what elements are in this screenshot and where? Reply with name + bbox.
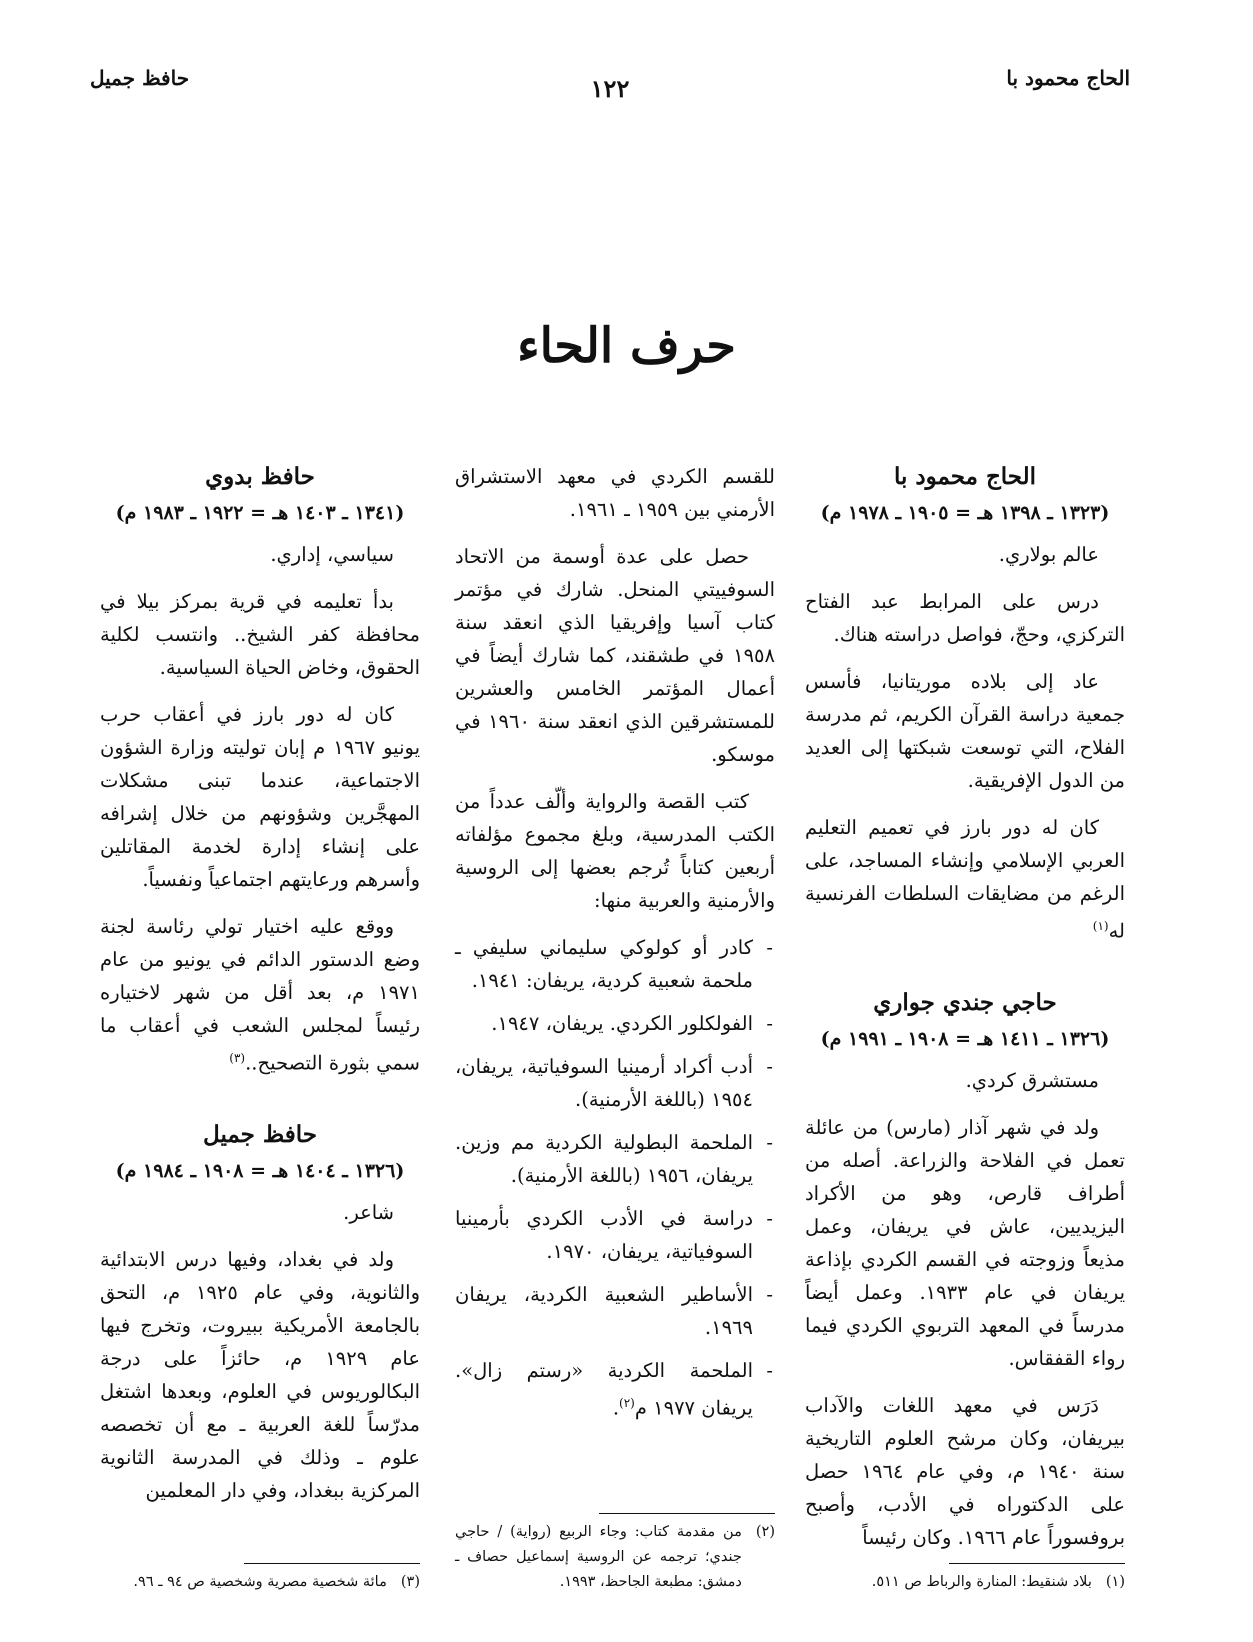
paragraph-text: ووقع عليه اختيار تولي رئاسة لجنة وضع الدستور الدائم في يونيو من عام ١٩٧١ م، بعد أقل من شهر لاختياره رئيساً لمجلس الشعب في أعقاب ما سمي بثورة التصحيح.. bbox=[100, 915, 420, 1075]
entry-dates: (١٣٢٣ ـ ١٣٩٨ هـ = ١٩٠٥ ـ ١٩٧٨ م) bbox=[820, 502, 1110, 524]
paragraph-text: كان له دور بارز في تعميم التعليم العربي الإسلامي وإنشاء المساجد، على الرغم من مضايقات السلطات الفرنسية له bbox=[805, 816, 1125, 943]
list-item: - أدب أكراد أرمينيا السوفياتية، يريفان، ١٩٥٤ (باللغة الأرمنية). bbox=[455, 1050, 775, 1116]
page-header bbox=[90, 66, 1130, 106]
running-head-right: الحاج محمود با bbox=[1006, 66, 1130, 90]
footnotes bbox=[805, 1563, 1125, 1595]
entry-paragraph: حصل على عدة أوسمة من الاتحاد السوفييتي المنحل. شارك في مؤتمر كتاب آسيا وإفريقيا الذي انعقد سنة ١٩٥٨ في طشقند، كما شارك أيضاً في أعمال المؤتمر الخامس والعشرين للمستشرقين الذي انعقد سنة ١٩٦٠ في موسكو. bbox=[455, 545, 775, 766]
running-head-left: حافظ جميل bbox=[90, 66, 190, 90]
entry-paragraph: شاعر. bbox=[343, 1200, 394, 1224]
entry-paragraph: للقسم الكردي في معهد الاستشراق الأرمني بين ١٩٥٩ ـ ١٩٦١. bbox=[455, 465, 775, 521]
list-item: - الفولكلور الكردي. يريفان، ١٩٤٧. bbox=[455, 1007, 775, 1040]
footnote-ref: (١) bbox=[1092, 919, 1109, 933]
entry-paragraph: كان له دور بارز في أعقاب حرب يونيو ١٩٦٧ م إبان توليته وزارة الشؤون الاجتماعية، عندما تبنى مشكلات المهجَّرين وشؤونهم من خلال إشرافه على إنشاء إدارة لخدمة المقاتلين وأسرهم ورعايتهم اجتماعياً ونفسياً. bbox=[100, 703, 420, 891]
entry-paragraph: دَرَس في معهد اللغات والآداب بيريفان، وكان مرشح العلوم التاريخية سنة ١٩٤٠ م، وفي عام ١٩٦٤ حصل على الدكتوراه في الأدب، وأصبح بروفسوراً عام ١٩٦٦. وكان رئيساً bbox=[805, 1393, 1125, 1549]
page-number: ١٢٢ bbox=[590, 74, 630, 103]
entry-title: حافظ بدوي bbox=[205, 463, 315, 490]
entry-paragraph bbox=[100, 910, 420, 1080]
footnote-ref: (٣) bbox=[229, 1051, 246, 1065]
entry-dates: (١٣٢٦ ـ ١٤١١ هـ = ١٩٠٨ ـ ١٩٩١ م) bbox=[820, 1027, 1110, 1050]
entry-title: حافظ جميل bbox=[203, 1120, 317, 1148]
footnote-text: مائة شخصية مصرية وشخصية ص ٩٤ ـ ٩٦. bbox=[133, 1574, 387, 1590]
list-item: - الأساطير الشعبية الكردية، يريفان ١٩٦٩. bbox=[455, 1278, 775, 1344]
footnote-rule bbox=[949, 1563, 1125, 1564]
entry-dates: (١٣٢٦ ـ ١٤٠٤ هـ = ١٩٠٨ ـ ١٩٨٤ م) bbox=[115, 1159, 405, 1182]
footnote-text: من مقدمة كتاب: وجاء الربيع (رواية) / حاجي جندي؛ ترجمه عن الروسية إسماعيل حصاف ـ دمشق: مطبعة الجاحظ، ١٩٩٣. bbox=[455, 1524, 742, 1590]
column-middle bbox=[455, 460, 775, 1595]
footnote-ref: (٢) bbox=[619, 1396, 635, 1410]
footnote-rule bbox=[244, 1563, 420, 1564]
entry-title: الحاج محمود با bbox=[893, 463, 1037, 490]
footnote bbox=[455, 1520, 775, 1595]
section-gap bbox=[805, 962, 1125, 986]
column-left bbox=[100, 460, 420, 1595]
list-item: - الملحمة الكردية «رستم زال». يريفان ١٩٧٧ م$^{(٢)}$. bbox=[455, 1354, 775, 1425]
footnote-number: (٢) bbox=[755, 1524, 775, 1540]
list-item: - الملحمة البطولية الكردية مم وزين. يريفان، ١٩٥٦ (باللغة الأرمنية). bbox=[455, 1126, 775, 1192]
footnote-number: (٣) bbox=[400, 1574, 420, 1590]
list-item: - كادر أو كولوكي سليماني سليفي ـ ملحمة شعبية كردية، يريفان: ١٩٤١. bbox=[455, 931, 775, 997]
list-item-text: الملحمة الكردية «رستم زال». يريفان ١٩٧٧ م bbox=[455, 1359, 753, 1420]
entry-dates: (١٣٤١ ـ ١٤٠٣ هـ = ١٩٢٢ ـ ١٩٨٣ م) bbox=[115, 502, 405, 524]
entry-paragraph: عاد إلى بلاده موريتانيا، فأسس جمعية دراسة القرآن الكريم، ثم مدرسة الفلاح، التي توسعت شبكتها إلى العديد من الدول الإفريقية. bbox=[805, 670, 1125, 792]
footnotes bbox=[100, 1563, 420, 1595]
footnotes bbox=[455, 1513, 775, 1595]
entry-paragraph bbox=[805, 811, 1125, 948]
footnote bbox=[805, 1570, 1125, 1595]
footnote-rule bbox=[599, 1513, 775, 1514]
footnote-text: بلاد شنقيط: المنارة والرباط ص ٥١١. bbox=[871, 1574, 1092, 1590]
entry-paragraph: ولد في شهر آذار (مارس) من عائلة تعمل في الفلاحة والزراعة. أصله من أطراف قارص، وهو من الأكراد اليزيديين، عاش في يريفان، وعمل مذيعاً وزوجته في القسم الكردي بإذاعة يريفان في عام ١٩٣٣. وعمل أيضاً مدرساً في المعهد التربوي الكردي فيما رواء القفقاس. bbox=[805, 1115, 1126, 1370]
list-item: - دراسة في الأدب الكردي بأرمينيا السوفياتية، يريفان، ١٩٧٠. bbox=[455, 1202, 775, 1268]
entry-paragraph: مستشرق كردي. bbox=[965, 1068, 1099, 1092]
entry-paragraph: بدأ تعليمه في قرية بمركز بيلا في محافظة كفر الشيخ.. وانتسب لكلية الحقوق، وخاض الحياة السياسية. bbox=[100, 590, 420, 679]
chapter-title: حرف الحاء bbox=[517, 318, 736, 374]
section-gap bbox=[100, 1094, 420, 1118]
entry-paragraph: سياسي، إداري. bbox=[270, 543, 394, 566]
column-right bbox=[805, 460, 1125, 1595]
works-list bbox=[455, 931, 775, 1425]
entry-title: حاجي جندي جواري bbox=[873, 988, 1057, 1016]
entry-paragraph: درس على المرابط عبد الفتاح التركزي، وحجّ، فواصل دراسته هناك. bbox=[805, 590, 1125, 646]
footnote-number: (١) bbox=[1105, 1574, 1125, 1590]
footnote bbox=[100, 1570, 420, 1595]
entry-paragraph: عالم بولاري. bbox=[998, 543, 1099, 566]
entry-paragraph: ولد في بغداد، وفيها درس الابتدائية والثانوية، وفي عام ١٩٢٥ م، التحق بالجامعة الأمريكية ببيروت، وتخرج فيها عام ١٩٢٩ م، حائزاً على درجة البكالوريوس في العلوم، وبعدها اشتغل مدرّساً للغة العربية ـ مع أن تخصصه علوم ـ وذلك في المدرسة الثانوية المركزية ببغداد، وفي دار المعلمين bbox=[100, 1247, 421, 1502]
entry-paragraph: كتب القصة والرواية وألّف عدداً من الكتب المدرسية، وبلغ مجموع مؤلفاته أربعين كتاباً تُرجم بعضها إلى الروسية والأرمنية والعربية منها: bbox=[455, 790, 775, 912]
